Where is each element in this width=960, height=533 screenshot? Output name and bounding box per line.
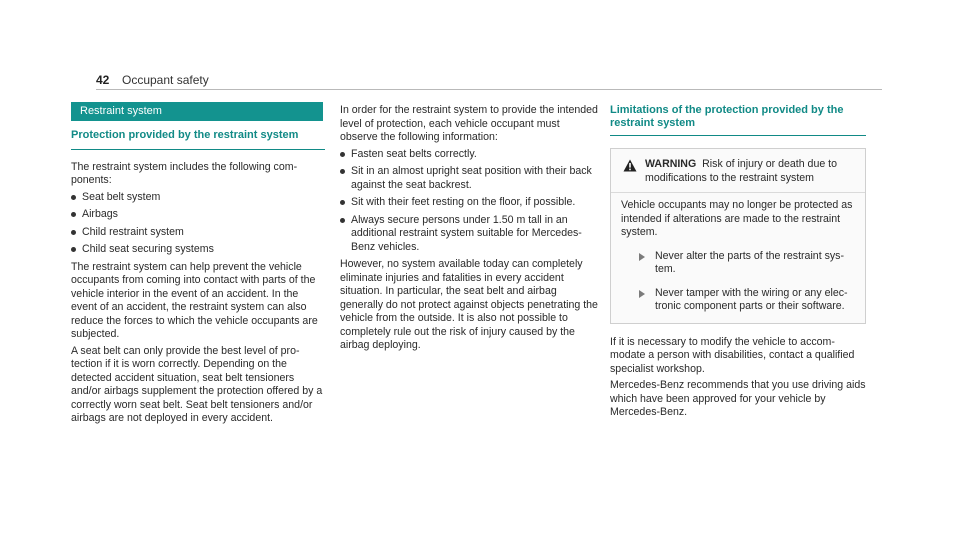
- list-item: Child restraint system: [71, 226, 323, 240]
- list-item: Sit in an almost upright seat position with their back against the seat backrest.: [340, 165, 598, 192]
- arrow-right-icon: [639, 253, 645, 261]
- subheading-divider: [610, 135, 866, 136]
- warning-action: [621, 250, 855, 277]
- page-number: 42: [96, 73, 110, 87]
- list-item: Child seat securing systems: [71, 243, 323, 257]
- paragraph: However, no system available today can completely eliminate injuries and fatalities in every accident situation. In particular, the seat belt and airbag generally do not protect against objects penetrating the vehicle from the outside. It is also not possible to completely rule out the risk of injury caused by the airbag deploying.: [340, 258, 598, 351]
- warning-action: [621, 287, 855, 314]
- components-list: [71, 191, 323, 257]
- warning-triangle-icon: [623, 159, 645, 177]
- column-3: [610, 104, 866, 423]
- warning-title: WARNING: [645, 158, 697, 170]
- warning-heading-text: [645, 158, 855, 185]
- arrow-right-icon: [639, 290, 645, 298]
- warning-header: [621, 158, 855, 185]
- subheading-limitations: Limitations of the protection provided by the restraint system: [610, 104, 844, 129]
- list-item: Airbags: [71, 208, 323, 222]
- column-1: [71, 102, 323, 429]
- paragraph: The restraint system can help prevent the vehicle occupants from coming into contact with parts of the vehicle interior in the event of an accident. In the event of an accident, the restraint system can also reduce the forces to which the vehicle occupants are subjected.: [71, 260, 318, 340]
- warning-body: Vehicle occupants may no longer be protected as intended if alterations are made to the restraint system.: [621, 199, 853, 238]
- header-divider: [96, 89, 882, 90]
- paragraph: Mercedes-Benz recommends that you use driving aids which have been approved for your vehicle by Mercedes-Benz.: [610, 379, 866, 418]
- warning-hazard: Risk of injury or death due to modifications to the restraint system: [645, 158, 838, 184]
- warning-divider: [611, 192, 865, 193]
- subheading-protection: Protection provided by the restraint system: [71, 129, 299, 141]
- action-text: Never alter the parts of the restraint system.: [655, 249, 844, 275]
- list-item: Seat belt system: [71, 191, 323, 205]
- warning-box: [610, 148, 866, 324]
- paragraph: A seat belt can only provide the best level of protection if it is worn correctly. Depending on the detected accident situation, seat belt tensioners and/or airbags supplement the protection offered by a correctly worn seat belt. Seat belt tensioners and/or airbags are not deployed in every accident.: [71, 344, 323, 424]
- intro-paragraph: The restraint system includes the following components:: [71, 160, 298, 186]
- column-2: [340, 104, 598, 356]
- intro-paragraph: In order for the restraint system to provide the intended level of protection, each vehicle occupant must observe the following information:: [340, 104, 598, 143]
- action-text: Never tamper with the wiring or any electronic component parts or their software.: [655, 286, 848, 312]
- paragraph: If it is necessary to modify the vehicle to accommodate a person with disabilities, contact a qualified specialist workshop.: [610, 335, 855, 375]
- list-item: Fasten seat belts correctly.: [340, 148, 598, 162]
- information-list: [340, 148, 598, 255]
- list-item: Always secure persons under 1.50 m tall in an additional restraint system suitable for Mercedes-Benz vehicles.: [340, 214, 598, 255]
- section-title: Occupant safety: [122, 73, 209, 87]
- page-header: [96, 70, 882, 92]
- list-item: Sit with their feet resting on the floor, if possible.: [340, 196, 598, 210]
- section-banner: Restraint system: [71, 102, 323, 121]
- subheading-divider: [71, 149, 325, 150]
